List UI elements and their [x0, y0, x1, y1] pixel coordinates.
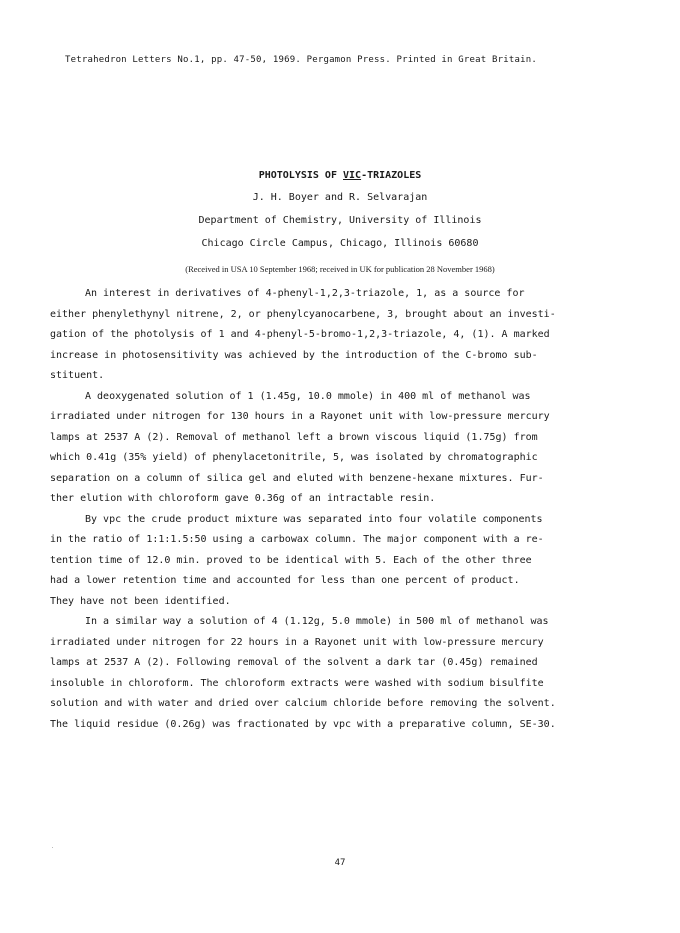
body-line: separation on a column of silica gel and eluted with benzene-hexane mixtures. Fur- — [50, 472, 544, 484]
body-line: lamps at 2537 A (2). Following removal of the solvent a dark tar (0.45g) remained — [50, 657, 538, 668]
body-line: increase in photosensitivity was achieved by the introduction of the C-bromo sub- — [50, 349, 538, 361]
body-line: irradiated under nitrogen for 130 hours in a Rayonet unit with low-pressure mercury — [50, 411, 550, 422]
body-line: By vpc the crude product mixture was separated into four volatile components — [85, 513, 543, 525]
body-line: lamps at 2537 A (2). Removal of methanol left a brown viscous liquid (1.75g) from — [50, 431, 538, 443]
body-line: They have not been identified. — [50, 595, 231, 607]
body-line: irradiated under nitrogen for 22 hours in a Rayonet unit with low-pressure mercury — [50, 636, 544, 648]
body-line: stituent. — [50, 370, 105, 381]
scan-speck — [52, 847, 53, 848]
authors: J. H. Boyer and R. Selvarajan — [252, 192, 428, 203]
body-line: insoluble in chloroform. The chloroform extracts were washed with sodium bisulfite — [50, 677, 544, 689]
article-title — [0, 170, 680, 181]
body-line: The liquid residue (0.26g) was fractionated by vpc with a preparative column, SE-30. — [50, 718, 556, 730]
body-line: solution and with water and dried over calcium chloride before removing the solvent. — [50, 698, 556, 709]
body-line: which 0.41g (35% yield) of phenylacetonitrile, 5, was isolated by chromatographic — [50, 452, 538, 463]
address: Chicago Circle Campus, Chicago, Illinois 60680 — [201, 238, 479, 249]
title-underlined: VIC — [343, 170, 362, 181]
article-body — [50, 284, 630, 735]
body-line: A deoxygenated solution of 1 (1.45g, 10.0 mmole) in 400 ml of methanol was — [85, 390, 531, 402]
body-line: tention time of 12.0 min. proved to be identical with 5. Each of the other three — [50, 554, 532, 566]
body-line: In a similar way a solution of 4 (1.12g, 5.0 mmole) in 500 ml of methanol was — [85, 616, 549, 627]
title-prefix: PHOTOLYSIS OF — [258, 170, 343, 181]
body-line: had a lower retention time and accounted for less than one percent of product. — [50, 575, 520, 586]
title-suffix: -TRIAZOLES — [361, 170, 422, 181]
body-line: either phenylethynyl nitrene, 2, or phenylcyanocarbene, 3, brought about an investi- — [50, 308, 556, 320]
body-line: gation of the photolysis of 1 and 4-phenyl-5-bromo-1,2,3-triazole, 4, (1). A marked — [50, 329, 550, 340]
body-line: An interest in derivatives of 4-phenyl-1,2,3-triazole, 1, as a source for — [85, 288, 525, 299]
body-line: ther elution with chloroform gave 0.36g of an intractable resin. — [50, 493, 436, 504]
body-line: in the ratio of 1:1:1.5:50 using a carbowax column. The major component with a re- — [50, 534, 544, 545]
department: Department of Chemistry, University of Illinois — [198, 215, 482, 226]
received-date: (Received in USA 10 September 1968; received in UK for publication 28 November 1968) — [185, 264, 495, 274]
journal-header: Tetrahedron Letters No.1, pp. 47-50, 1969. Pergamon Press. Printed in Great Britain. — [65, 55, 537, 65]
page-number: 47 — [334, 858, 346, 868]
